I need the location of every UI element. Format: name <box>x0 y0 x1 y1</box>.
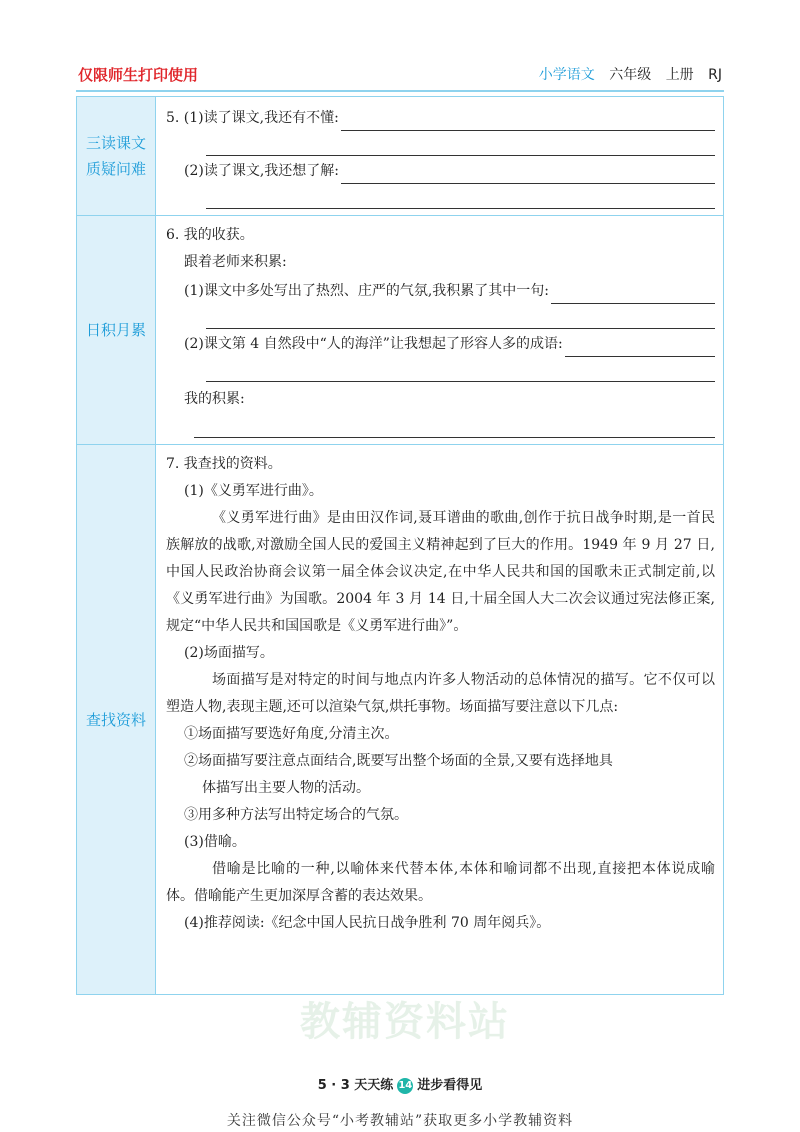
item-2-point-1: ①场面描写要选好角度,分清主次。 <box>184 726 399 742</box>
content-questioning <box>156 97 724 216</box>
answer-line[interactable] <box>565 338 715 357</box>
item-2-point-2-cont: 体描写出主要人物的活动。 <box>202 780 370 796</box>
page-footer <box>0 1074 800 1094</box>
item-1-paragraph: 《义勇军进行曲》是由田汉作词,聂耳谱曲的歌曲,创作于抗日战争时期,是一首民族解放的战歌,对激励全国人民的爱国主义精神起到了巨大的作用。1949 年 9 月 27 日,中国人民政治协商会议第一届全体会议决定,在中华人民共和国的国歌未正式制定前,以《义勇军进行曲》为国歌。2004 年 3 月 14 日,十届全国人大二次会议通过宪法修正案,规定“中华人民共和国国歌是《义勇军进行曲》”。 <box>166 510 715 634</box>
series-name: 5 · 3 天天练 <box>317 1078 394 1093</box>
answer-line[interactable] <box>341 112 715 131</box>
label-line-1: 三读课文 <box>85 134 146 152</box>
q6-2-prompt: (2)课文第 4 自然段中“人的海洋”让我想起了形容人多的成语: <box>184 336 563 352</box>
item-3-paragraph: 借喻是比喻的一种,以喻体来代替本体,本体和喻词都不出现,直接把本体说成喻体。借喻能产生更加深厚含蓄的表达效果。 <box>166 861 715 904</box>
row-questioning <box>77 97 724 216</box>
q5-2-prompt: (2)读了课文,我还想了解: <box>184 163 339 179</box>
item-2-paragraph: 场面描写是对特定的时间与地点内许多人物活动的总体情况的描写。它不仅可以塑造人物,表现主题,还可以渲染气氛,烘托事物。场面描写要注意以下几点: <box>166 672 715 715</box>
answer-line[interactable] <box>194 413 715 438</box>
q5-2-line <box>184 156 715 184</box>
content-research <box>156 445 724 995</box>
worksheet-table <box>76 96 724 995</box>
grade-label: 六年级 <box>609 67 652 83</box>
q7-title: 7. 我查找的资料。 <box>166 456 282 472</box>
edition-label: RJ <box>708 67 722 83</box>
answer-line[interactable] <box>341 165 715 184</box>
subject-label: 小学语文 <box>538 67 595 83</box>
content-accumulate <box>156 216 724 445</box>
bottom-note: 关注微信公众号“小考教辅站”获取更多小学教辅资料 <box>226 1113 574 1129</box>
page-number: 14 <box>397 1078 413 1094</box>
answer-line[interactable] <box>206 304 715 329</box>
item-1-heading: (1)《义勇军进行曲》。 <box>184 483 323 499</box>
answer-line[interactable] <box>206 357 715 382</box>
label-line-2: 质疑问难 <box>85 160 146 178</box>
item-4-heading: (4)推荐阅读:《纪念中国人民抗日战争胜利 70 周年阅兵》。 <box>184 915 551 931</box>
label-questioning <box>77 97 156 216</box>
row-research <box>77 445 724 995</box>
print-notice: 仅限师生打印使用 <box>78 66 199 84</box>
q6-intro: 跟着老师来积累: <box>184 254 287 270</box>
answer-line[interactable] <box>206 184 715 209</box>
q6-1-line <box>166 276 715 304</box>
q6-2-line <box>166 329 715 357</box>
q5-prompt: 5. (1)读了课文,我还有不懂: <box>166 110 339 126</box>
q6-1-prompt: (1)课文中多处写出了热烈、庄严的气氛,我积累了其中一句: <box>184 283 549 299</box>
answer-line[interactable] <box>551 285 715 304</box>
item-2-heading: (2)场面描写。 <box>184 645 274 661</box>
label-accumulate: 日积月累 <box>77 216 156 445</box>
q6-3-prompt: 我的积累: <box>184 391 245 407</box>
q6-title: 6. 我的收获。 <box>166 227 254 243</box>
volume-label: 上册 <box>665 67 694 83</box>
q5-line <box>166 103 715 131</box>
item-3-heading: (3)借喻。 <box>184 834 246 850</box>
header-rule <box>76 90 724 92</box>
book-info <box>529 64 722 84</box>
label-research: 查找资料 <box>77 445 156 995</box>
watermark: 教辅资料站 <box>300 999 510 1045</box>
item-2-point-2: ②场面描写要注意点面结合,既要写出整个场面的全景,又要有选择地具 <box>184 753 613 769</box>
series-slogan: 进步看得见 <box>417 1078 483 1093</box>
item-2-point-3: ③用多种方法写出特定场合的气氛。 <box>184 807 408 823</box>
row-accumulate <box>77 216 724 445</box>
answer-line[interactable] <box>206 131 715 156</box>
